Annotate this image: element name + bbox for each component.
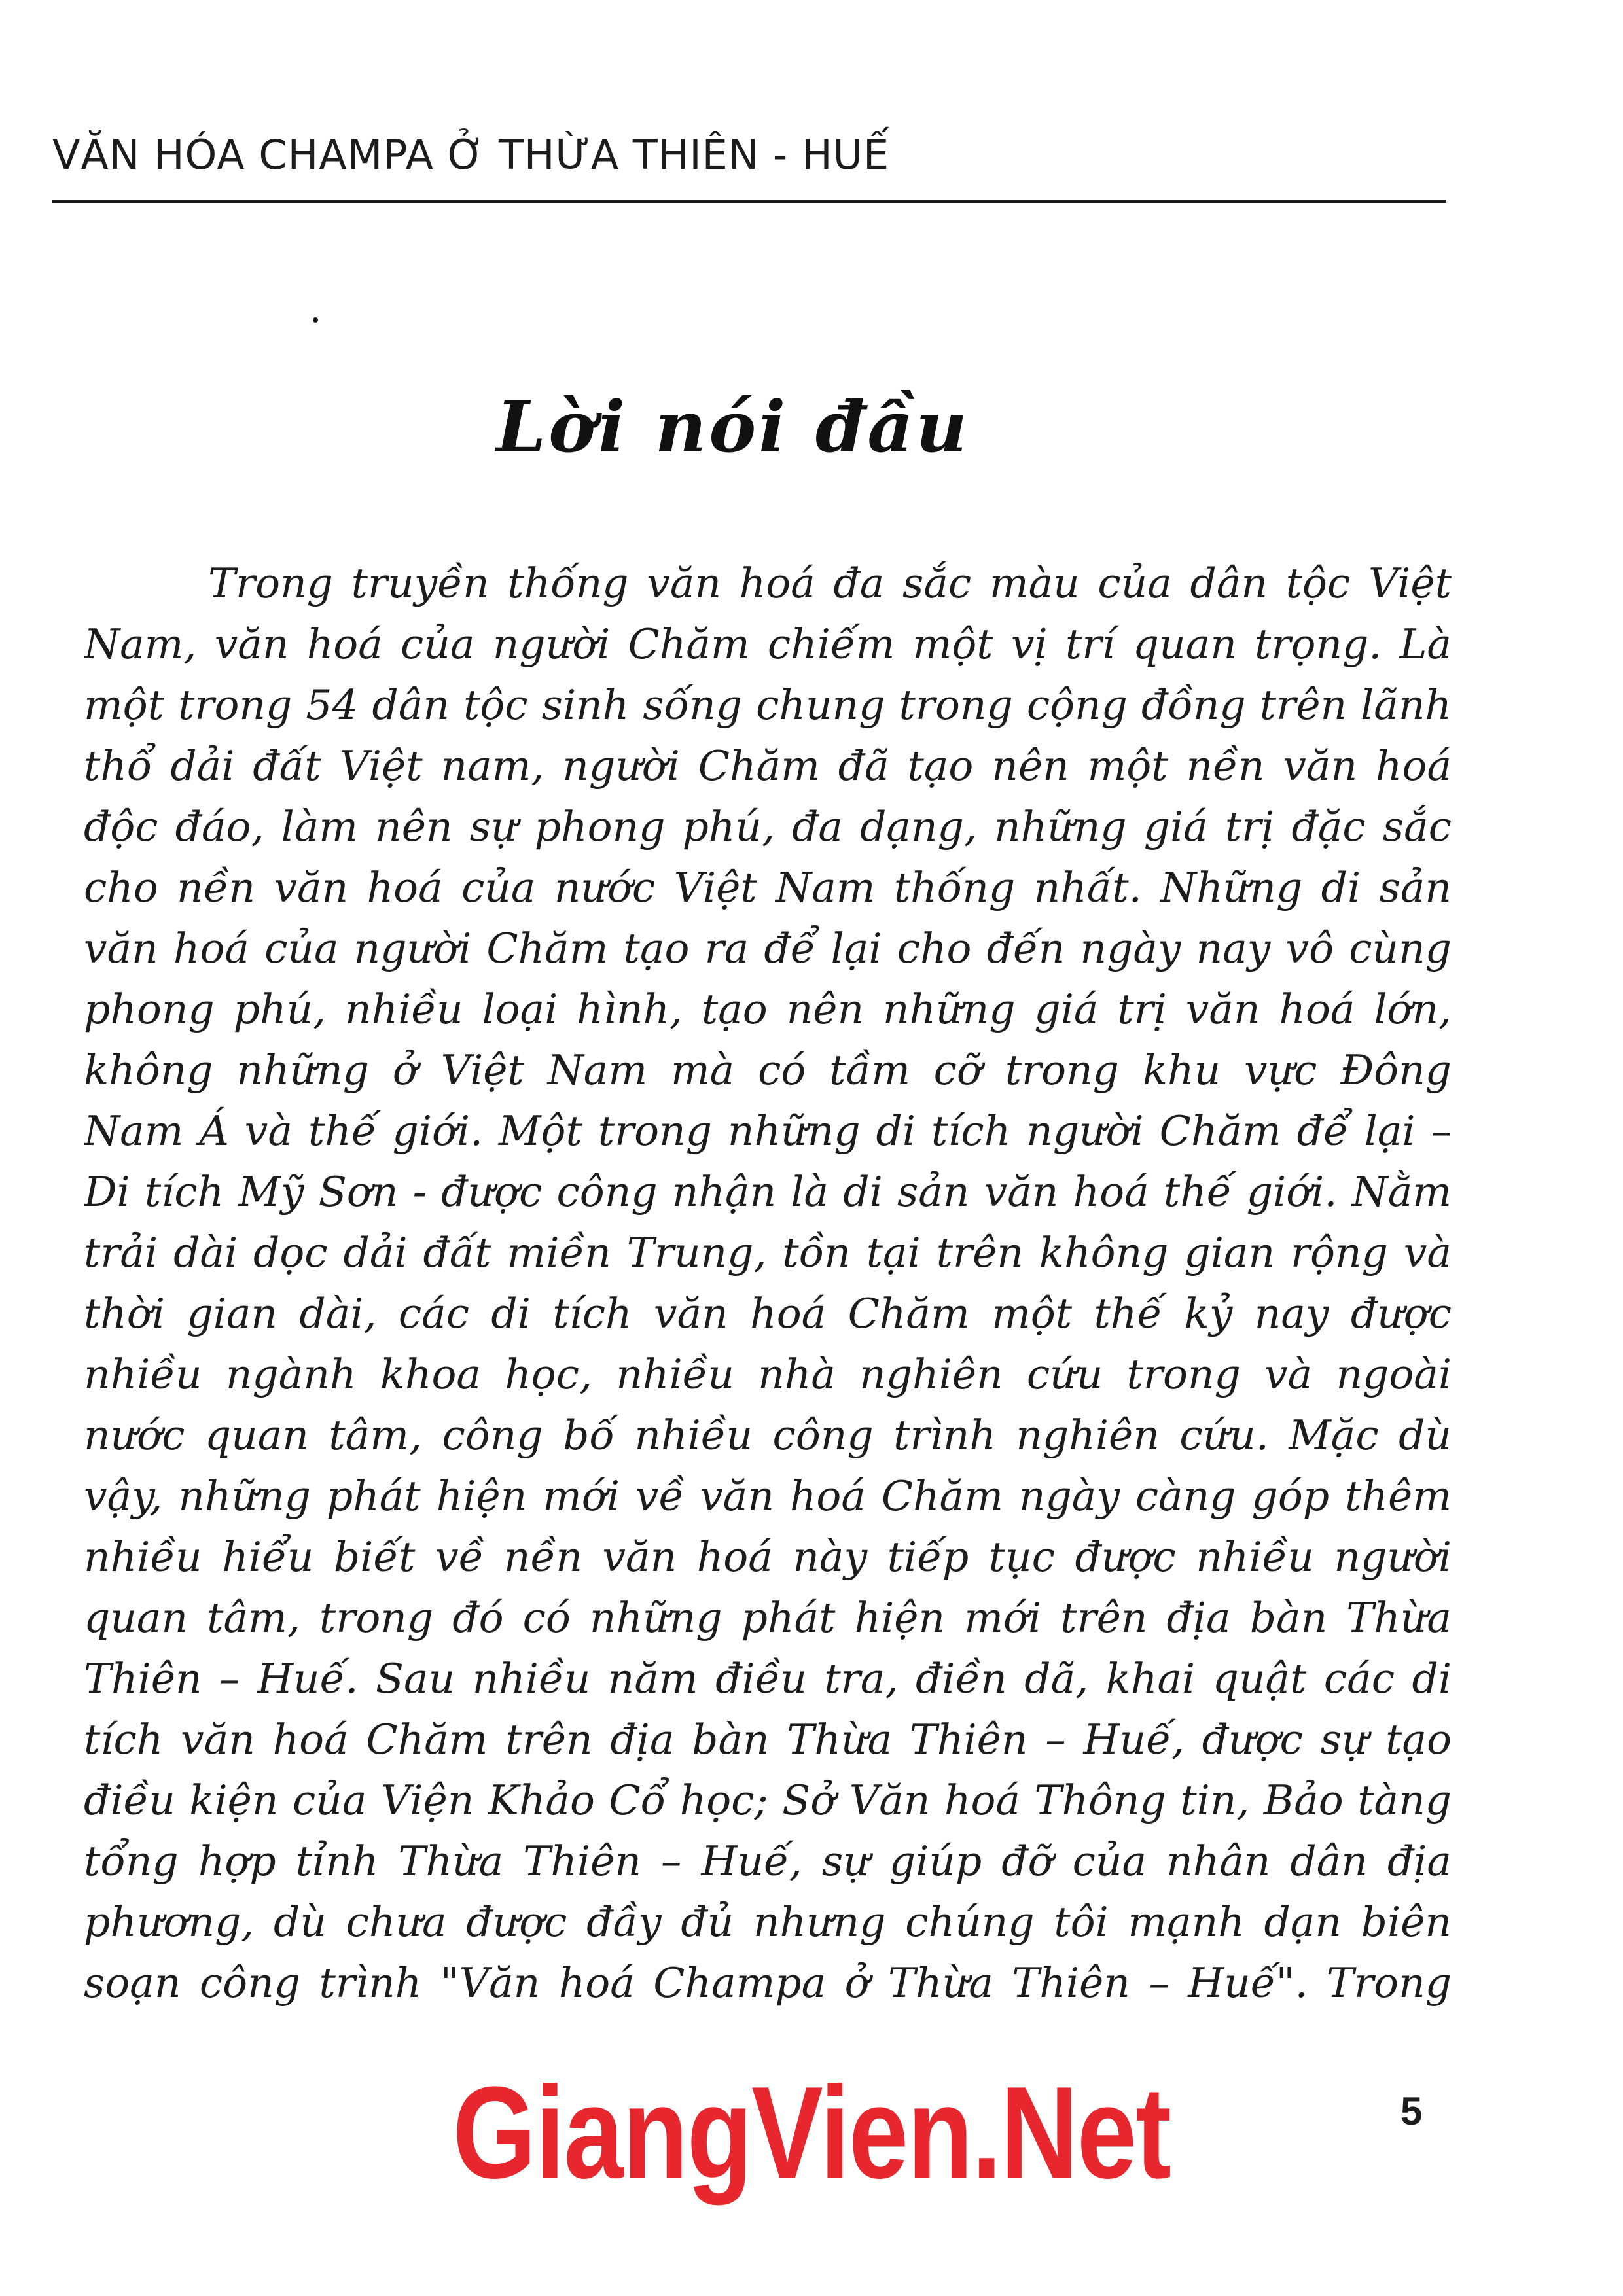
page-number: 5	[1400, 2089, 1423, 2133]
text-line: văn hoá của người Chăm tạo ra để lại cho đến ngày nay vô cùng	[84, 925, 1452, 972]
text-line: cho nền văn hoá của nước Việt Nam thống nhất. Những di sản	[84, 864, 1452, 911]
text-line: tích văn hoá Chăm trên địa bàn Thừa Thiên – Huế, được sự tạo	[84, 1716, 1452, 1763]
text-line: nước quan tâm, công bố nhiều công trình nghiên cứu. Mặc dù	[84, 1411, 1452, 1459]
text-line: thời gian dài, các di tích văn hoá Chăm một thế kỷ nay được	[84, 1290, 1452, 1337]
text-line: Trong truyền thống văn hoá đa sắc màu của dân tộc Việt	[208, 559, 1452, 607]
text-line: một trong 54 dân tộc sinh sống chung trong cộng đồng trên lãnh	[84, 681, 1452, 729]
text-line: phong phú, nhiều loại hình, tạo nên những giá trị văn hoá lớn,	[84, 985, 1452, 1033]
chapter-title: Lời nói đầu	[496, 386, 970, 468]
watermark: GiangVien.Net	[452, 2060, 1171, 2206]
text-line: nhiều hiểu biết về nền văn hoá này tiếp tục được nhiều người	[84, 1533, 1452, 1581]
text-line: điều kiện của Viện Khảo Cổ học; Sở Văn hoá Thông tin, Bảo tàng	[84, 1776, 1452, 1824]
text-line: Di tích Mỹ Sơn - được công nhận là di sản văn hoá thế giới. Nằm	[84, 1168, 1452, 1216]
stray-ink-dot	[313, 317, 318, 323]
text-line: Thiên – Huế. Sau nhiều năm điều tra, điền dã, khai quật các di	[84, 1655, 1452, 1703]
text-line: soạn công trình "Văn hoá Champa ở Thừa Thiên – Huế". Trong	[84, 1959, 1452, 2007]
header-rule	[52, 200, 1446, 203]
text-line: không những ở Việt Nam mà có tầm cỡ trong khu vực Đông	[84, 1046, 1452, 1094]
text-line: vậy, những phát hiện mới về văn hoá Chăm ngày càng góp thêm	[84, 1472, 1452, 1520]
running-header: VĂN HÓA CHAMPA Ở THỪA THIÊN - HUẾ	[52, 131, 890, 179]
text-line: nhiều ngành khoa học, nhiều nhà nghiên cứu trong và ngoài	[84, 1351, 1452, 1398]
text-line: thổ dải đất Việt nam, người Chăm đã tạo nên một nền văn hoá	[84, 742, 1452, 790]
text-line: Nam, văn hoá của người Chăm chiếm một vị trí quan trọng. Là	[84, 620, 1452, 668]
text-line: phương, dù chưa được đầy đủ nhưng chúng tôi mạnh dạn biên	[84, 1898, 1452, 1946]
text-line: độc đáo, làm nên sự phong phú, đa dạng, những giá trị đặc sắc	[84, 803, 1452, 851]
text-line: Nam Á và thế giới. Một trong những di tích người Chăm để lại –	[84, 1107, 1452, 1155]
text-line: quan tâm, trong đó có những phát hiện mới trên địa bàn Thừa	[84, 1594, 1452, 1642]
text-line: tổng hợp tỉnh Thừa Thiên – Huế, sự giúp đỡ của nhân dân địa	[84, 1837, 1452, 1885]
text-line: trải dài dọc dải đất miền Trung, tồn tại trên không gian rộng và	[84, 1229, 1452, 1277]
body-paragraph	[84, 553, 1452, 2013]
